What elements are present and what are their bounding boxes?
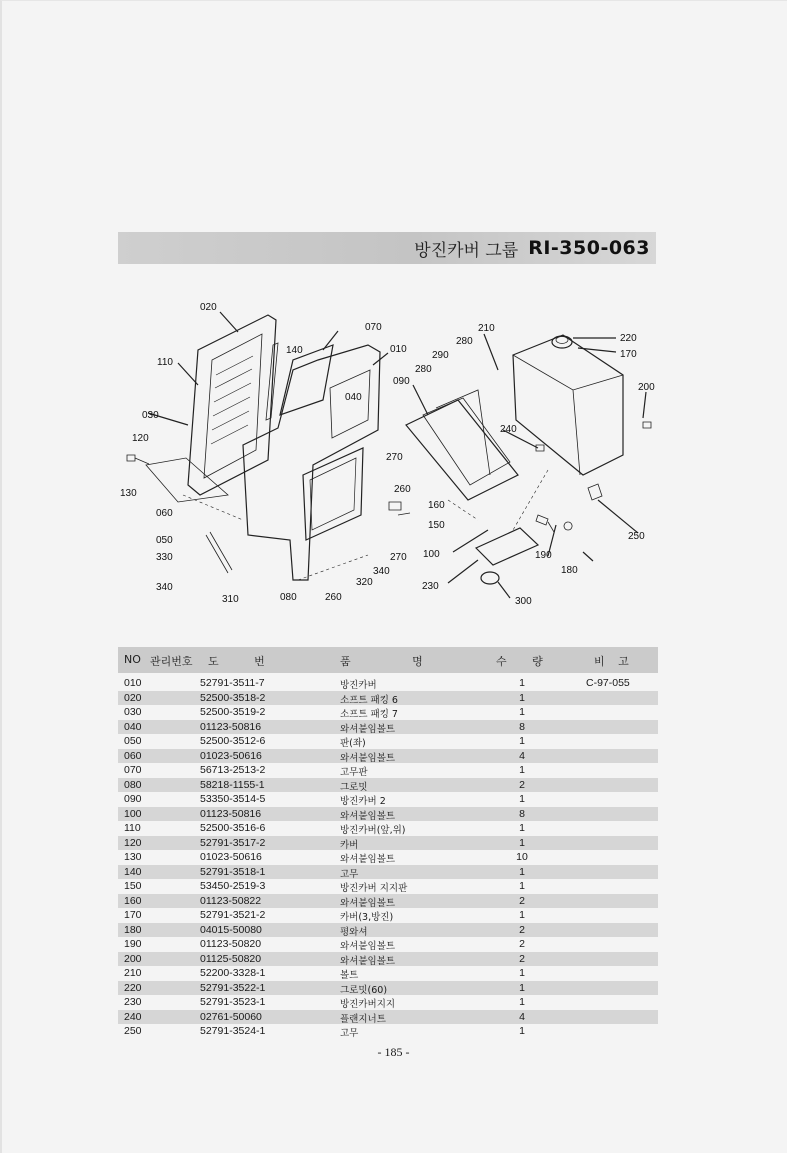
cell-qt: 1 [519,691,525,704]
cell-nm: 방진카버 [340,680,377,691]
table-row [118,865,658,880]
table-row [118,937,658,952]
callout-label: 060 [156,508,173,519]
parts-table-header [118,647,658,673]
callout-label: 270 [390,552,407,563]
cell-qt: 1 [519,909,525,921]
cell-qt: 1 [519,967,525,979]
cell-dr: 01123-50816 [200,720,262,733]
cell-qt: 8 [519,807,525,820]
cell-qt: 1 [519,1025,525,1037]
callout-label: 020 [200,302,217,313]
callout-label: 250 [628,531,645,542]
table-row [118,691,658,706]
cell-no: 060 [124,749,142,762]
cell-qt: 1 [519,764,525,776]
cell-no: 030 [124,706,142,718]
cell-nm: 카버(3,방진) [340,912,394,923]
cell-dr: 52500-3518-2 [200,691,266,704]
cell-dr: 52500-3512-6 [200,735,266,747]
cell-no: 080 [124,778,142,791]
cell-nm: 그로밋(60) [340,984,388,996]
cell-dr: 01023-50616 [200,851,262,863]
table-row [118,981,658,996]
cell-nm: 고무 [340,1028,359,1039]
cell-qt: 2 [519,894,525,907]
callout-label: 280 [415,364,432,375]
cell-nm: 판(좌) [340,738,366,749]
callout-label: 210 [478,323,495,334]
cell-dr: 01023-50616 [200,749,262,762]
cell-dr: 52791-3521-2 [200,909,266,921]
header-drawing: 도 번 [208,655,265,668]
callout-label: 160 [428,500,445,511]
callout-label: 120 [132,433,149,444]
cell-no: 210 [124,967,142,979]
cell-dr: 52500-3516-6 [200,822,266,834]
cell-dr: 53450-2519-3 [200,880,266,892]
table-row [118,821,658,836]
cell-nm: 평와셔 [340,926,368,938]
diagram-callouts [120,302,655,607]
cell-no: 110 [124,822,141,834]
cell-dr: 52791-3518-1 [200,865,266,878]
cell-dr: 52500-3519-2 [200,706,266,718]
table-row [118,894,658,909]
cell-no: 250 [124,1025,142,1037]
cell-nm: 그로밋 [340,781,368,793]
cell-nm: 와셔붙임볼트 [340,854,396,865]
cell-no: 010 [124,677,142,689]
cell-dr: 52200-3328-1 [200,967,266,979]
cell-qt: 1 [519,836,525,849]
cell-nm: 볼트 [340,970,359,981]
cell-dr: 01123-50820 [200,938,262,950]
table-row [118,749,658,764]
table-row [118,676,658,691]
cell-dr: 56713-2513-2 [200,764,266,776]
table-row [118,952,658,967]
table-row [118,836,658,851]
header-mgmt: 관리번호 [150,655,193,668]
cell-qt: 10 [516,851,528,863]
cell-nm: 방진카버 지지판 [340,883,408,894]
cell-dr: 01123-50822 [200,894,262,907]
cell-no: 040 [124,720,142,733]
table-row [118,792,658,807]
cell-no: 140 [124,865,142,878]
callout-label: 300 [515,596,532,607]
callout-label: 330 [156,552,173,563]
cell-qt: 1 [519,677,525,689]
callout-label: 230 [422,581,439,592]
cell-dr: 52791-3517-2 [200,836,266,849]
cell-no: 100 [124,807,142,820]
cell-dr: 52791-3524-1 [200,1025,266,1037]
group-code: RI-350-063 [528,237,650,259]
callout-label: 130 [120,488,137,499]
group-title-bar [118,232,656,264]
cell-no: 230 [124,996,142,1008]
callout-label: 310 [222,594,239,605]
cell-no: 190 [124,938,142,950]
cell-dr: 01123-50816 [200,807,262,820]
cell-qt: 2 [519,778,525,791]
callout-label: 340 [373,566,390,577]
cell-dr: 52791-3511-7 [200,677,265,689]
cell-no: 240 [124,1010,142,1023]
callout-label: 260 [394,484,411,495]
callout-label: 040 [345,392,362,403]
cell-qt: 1 [519,865,525,878]
callout-label: 140 [286,345,303,356]
table-row [118,966,658,981]
table-row [118,923,658,938]
cell-qt: 1 [519,793,525,805]
cell-no: 050 [124,735,142,747]
cell-qt: 1 [519,996,525,1008]
table-row [118,720,658,735]
cell-nm: 와셔붙임볼트 [340,723,396,735]
cell-no: 200 [124,952,142,965]
cell-nm: 와셔붙임볼트 [340,752,396,764]
cell-nm: 소프트 패킹 7 [340,709,398,720]
cell-dr: 01125-50820 [200,952,262,965]
callout-label: 070 [365,322,382,333]
callout-label: 220 [620,333,637,344]
cell-qt: 1 [519,880,525,892]
callout-label: 180 [561,565,578,576]
table-row [118,778,658,793]
table-row [118,908,658,923]
cell-dr: 02761-50060 [200,1010,262,1023]
cell-no: 020 [124,691,142,704]
callout-label: 030 [142,410,159,421]
cell-qt: 2 [519,923,525,936]
callout-label: 270 [386,452,403,463]
cell-qt: 4 [519,749,525,762]
cell-qt: 1 [519,706,525,718]
group-title: 방진카버 그룹 [414,240,519,261]
cell-qt: 2 [519,938,525,950]
cell-nm: 방진카버 2 [340,796,386,807]
cell-nm: 와셔붙임볼트 [340,810,396,822]
header-qty: 수 량 [496,655,543,668]
cell-nm: 와셔붙임볼트 [340,941,396,952]
cell-qt: 1 [519,735,525,747]
cell-no: 150 [124,880,142,892]
cell-no: 180 [124,923,142,936]
cell-no: 090 [124,793,142,805]
table-row [118,705,658,720]
cell-no: 160 [124,894,142,907]
callout-label: 100 [423,549,440,560]
header-remarks: 비 고 [594,655,629,668]
cell-dr: 58218-1155-1 [200,778,265,791]
cell-dr: 52791-3523-1 [200,996,266,1008]
callout-label: 010 [390,344,407,355]
table-row [118,879,658,894]
callout-label: 260 [325,592,342,603]
cell-nm: 와셔붙임볼트 [340,955,396,967]
table-row [118,763,658,778]
cell-no: 220 [124,981,142,994]
cell-no: 120 [124,836,142,849]
header-no: NO [124,653,141,666]
page-number: - 185 - [377,1045,410,1059]
callout-label: 320 [356,577,373,588]
cell-nm: 카버 [340,839,359,851]
callout-label: 200 [638,382,655,393]
parts-table-body [118,676,658,1039]
cell-nm: 방진카버지지 [340,999,396,1010]
table-row [118,1024,658,1039]
callout-label: 240 [500,424,517,435]
cell-qt: 2 [519,952,525,965]
header-name: 품 명 [340,655,423,668]
cell-nm: 소프트 패킹 6 [340,694,398,706]
cell-qt: 4 [519,1010,525,1023]
callout-label: 050 [156,535,173,546]
cell-nm: 방진카버(앞,위) [340,825,406,836]
cell-nm: 고무 [340,868,359,880]
cell-rm: C-97-055 [586,677,630,689]
cell-qt: 1 [519,822,525,834]
cell-qt: 8 [519,720,525,733]
callout-label: 090 [393,376,410,387]
exploded-parts-diagram [118,290,658,615]
cell-dr: 52791-3522-1 [200,981,266,994]
callout-label: 170 [620,349,637,360]
table-row [118,807,658,822]
cell-no: 170 [124,909,142,921]
cell-qt: 1 [519,981,525,994]
cell-dr: 04015-50080 [200,923,262,936]
callout-label: 080 [280,592,297,603]
cell-nm: 플랜지너트 [340,1013,386,1025]
table-row [118,734,658,749]
callout-label: 110 [157,357,173,368]
cell-dr: 53350-3514-5 [200,793,266,805]
callout-label: 290 [432,350,449,361]
callout-label: 150 [428,520,445,531]
table-row [118,850,658,865]
cell-nm: 고무판 [340,767,368,778]
cell-no: 130 [124,851,142,863]
callout-label: 340 [156,582,173,593]
cell-no: 070 [124,764,142,776]
callout-label: 280 [456,336,473,347]
callout-label: 190 [535,550,552,561]
table-row [118,1010,658,1025]
table-row [118,995,658,1010]
cell-nm: 와셔붙임볼트 [340,897,396,909]
